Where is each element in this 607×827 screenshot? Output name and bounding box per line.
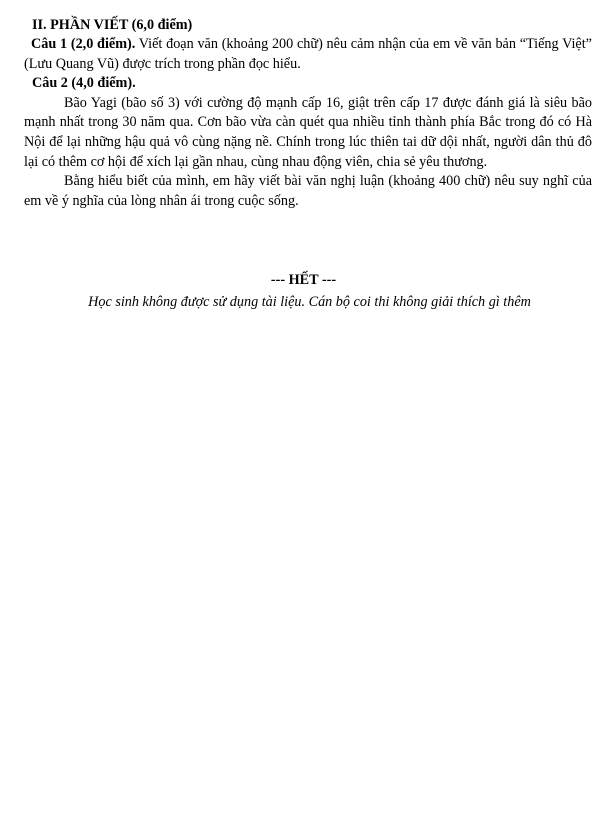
question-1 — [24, 35, 592, 74]
question-1-text: Viết đoạn văn (khoảng 200 chữ) nêu cảm nhận của em về văn bản “Tiếng Việt” (Lưu Quang Vũ) được trích trong phần đọc hiểu. — [24, 36, 592, 72]
question-1-label: Câu 1 (2,0 điểm). — [31, 36, 136, 52]
question-2-paragraph-1: Bão Yagi (bão số 3) với cường độ mạnh cấp 16, giật trên cấp 17 được đánh giá là siêu bão mạnh nhất trong 30 năm qua. Cơn bão vừa càn quét qua nhiều tỉnh thành phía Bắc trong đó có Hà Nội để lại những hậu quả vô cùng nặng nề. Chính trong lúc thiên tai dữ dội nhất, người dân thủ đô lại có thêm cơ hội để xích lại gần nhau, cùng nhau động viên, chia sẻ yêu thương. — [24, 94, 592, 170]
exam-note: Học sinh không được sử dụng tài liệu. Cán bộ coi thi không giải thích gì thêm — [88, 294, 531, 310]
question-2-label: Câu 2 (4,0 điểm). — [32, 75, 136, 92]
writing-section — [24, 15, 592, 211]
exam-footer — [0, 270, 607, 312]
question-2-paragraph-2: Bằng hiểu biết của mình, em hãy viết bài văn nghị luận (khoảng 400 chữ) nêu suy nghĩ của em về ý nghĩa của lòng nhân ái trong cuộc sống. — [24, 173, 592, 209]
section-title: II. PHẦN VIẾT (6,0 điểm) — [32, 17, 193, 33]
end-mark: --- HẾT --- — [270, 272, 337, 288]
